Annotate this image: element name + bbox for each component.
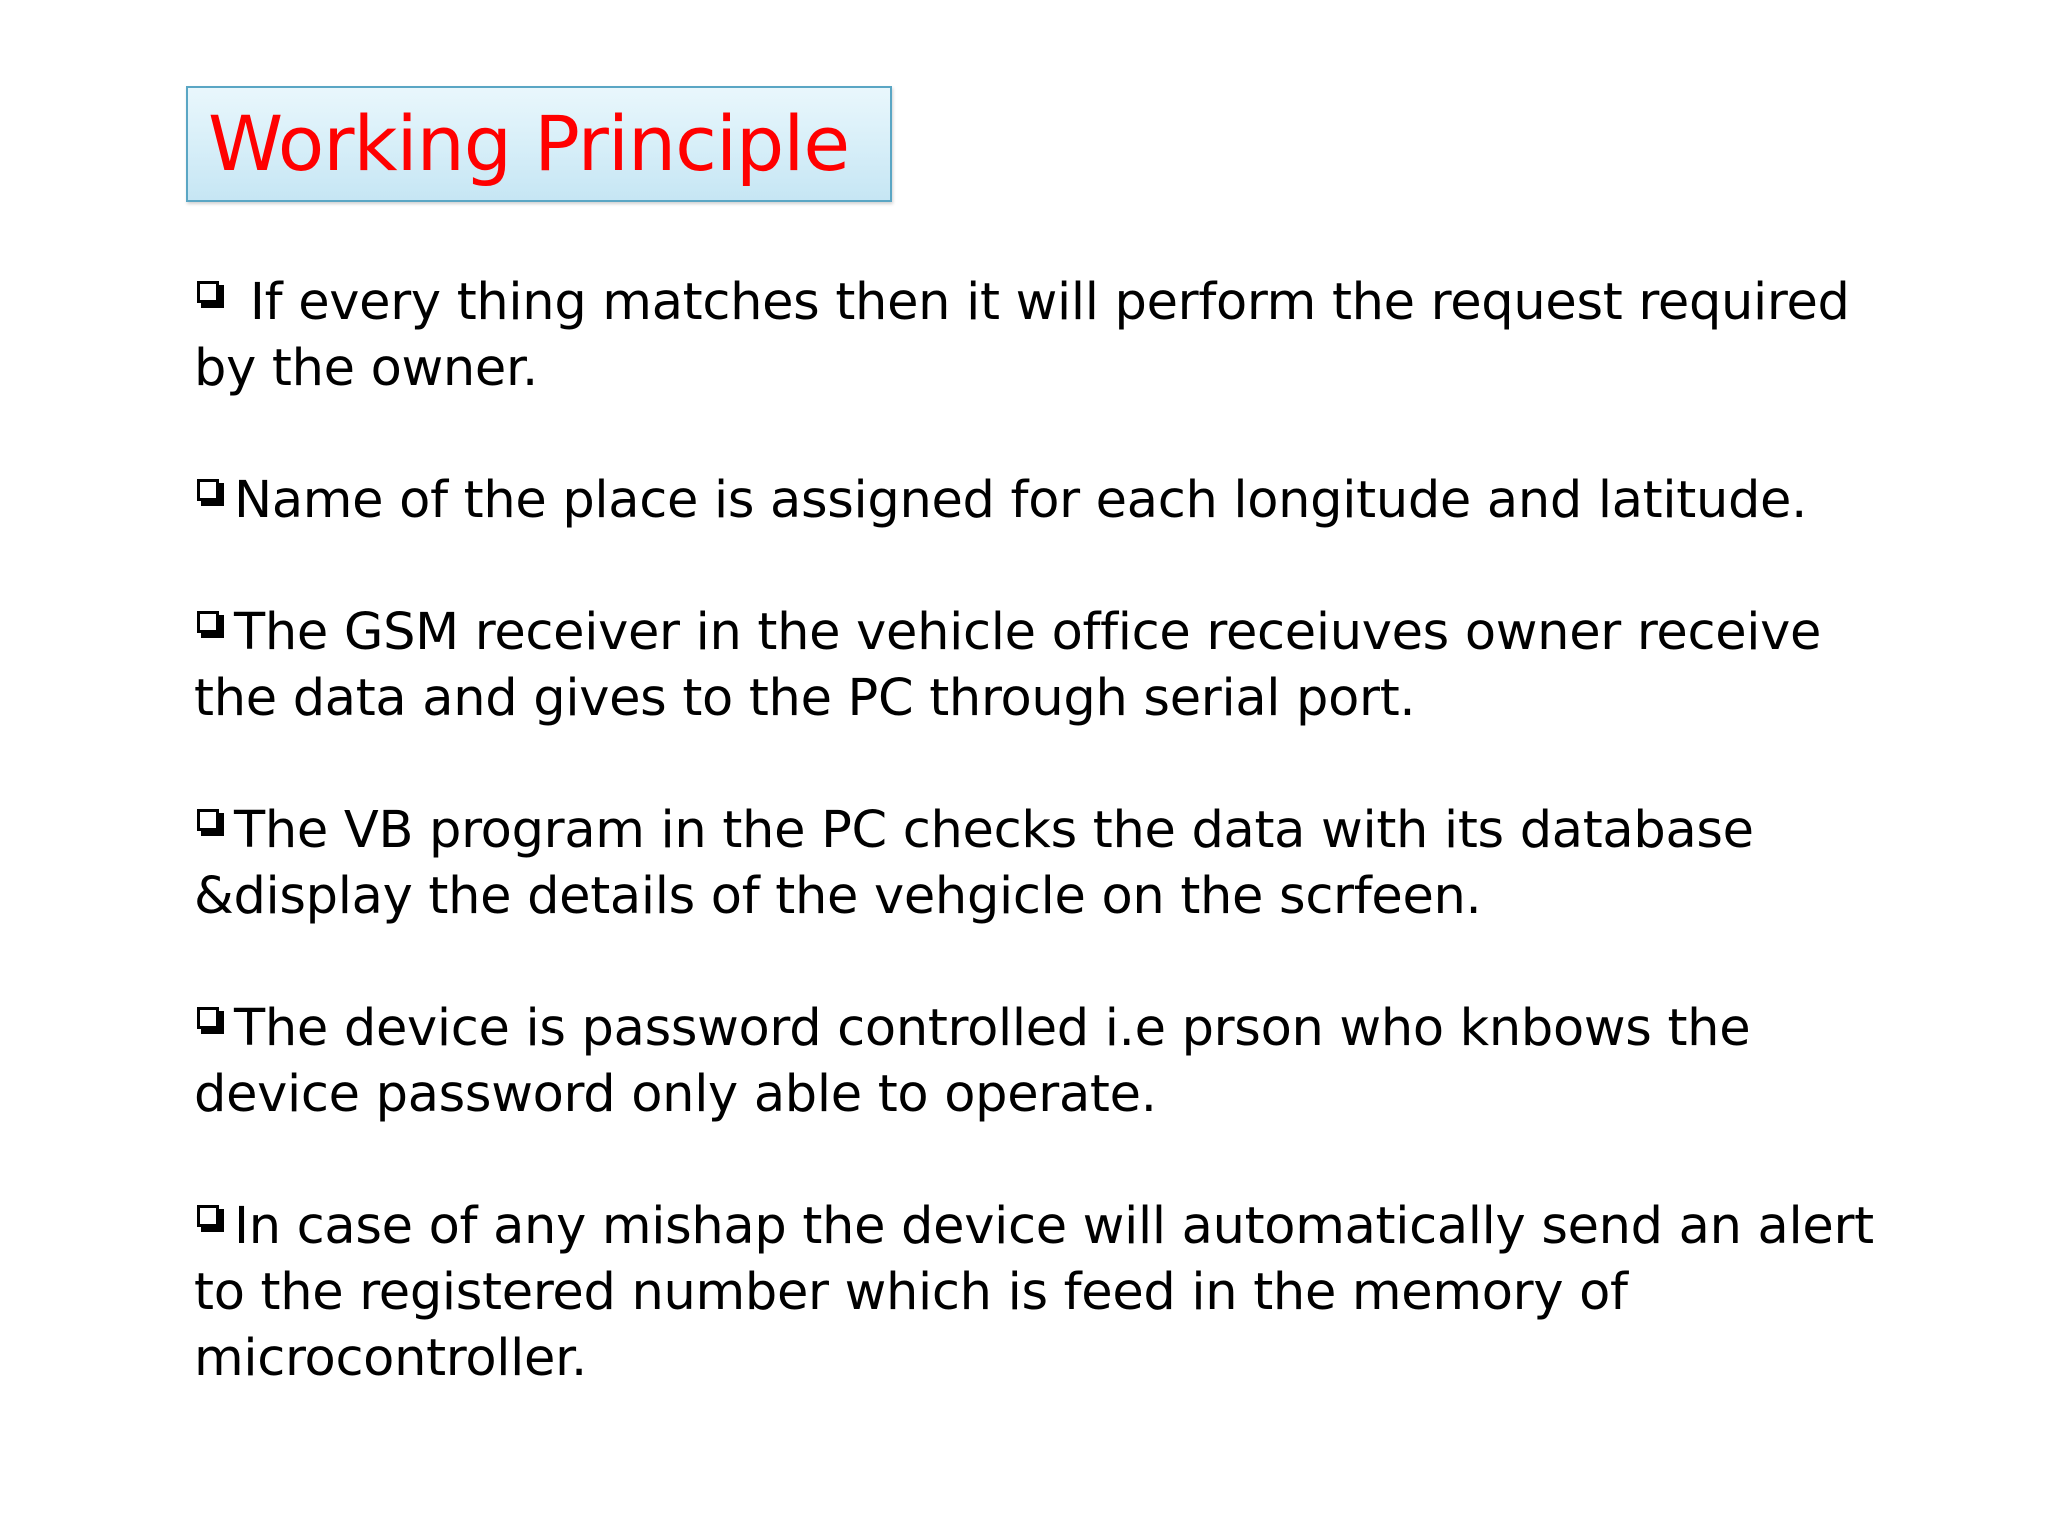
bullet-item bbox=[194, 996, 1914, 1128]
bullet-text: In case of any mishap the device will automatically send an alert to the registered number which is feed in the memory of microcontroller. bbox=[194, 1197, 1874, 1388]
hollow-square-bullet-icon bbox=[194, 809, 226, 841]
hollow-square-bullet-icon bbox=[194, 479, 226, 511]
bullet-text: If every thing matches then it will perform the request required by the owner. bbox=[194, 273, 1850, 398]
hollow-square-bullet-icon bbox=[194, 611, 226, 643]
bullet-text: The device is password controlled i.e prson who knbows the device password only able to operate. bbox=[194, 999, 1751, 1124]
bullet-item bbox=[194, 600, 1914, 732]
bullet-item bbox=[194, 468, 1914, 534]
bullet-text: The VB program in the PC checks the data with its database &display the details of the vehgicle on the scrfeen. bbox=[194, 801, 1754, 926]
hollow-square-bullet-icon bbox=[194, 1205, 226, 1237]
title-box bbox=[186, 86, 892, 202]
hollow-square-bullet-icon bbox=[194, 1007, 226, 1039]
bullet-text: Name of the place is assigned for each longitude and latitude. bbox=[234, 471, 1808, 530]
hollow-square-bullet-icon bbox=[194, 281, 226, 313]
bullet-item bbox=[194, 798, 1914, 930]
bullet-list bbox=[194, 270, 1914, 1392]
bullet-text: The GSM receiver in the vehicle office receiuves owner receive the data and gives to the PC through serial port. bbox=[194, 603, 1822, 728]
bullet-item bbox=[194, 1194, 1914, 1392]
bullet-item bbox=[194, 270, 1914, 402]
slide-title: Working Principle bbox=[208, 99, 850, 188]
